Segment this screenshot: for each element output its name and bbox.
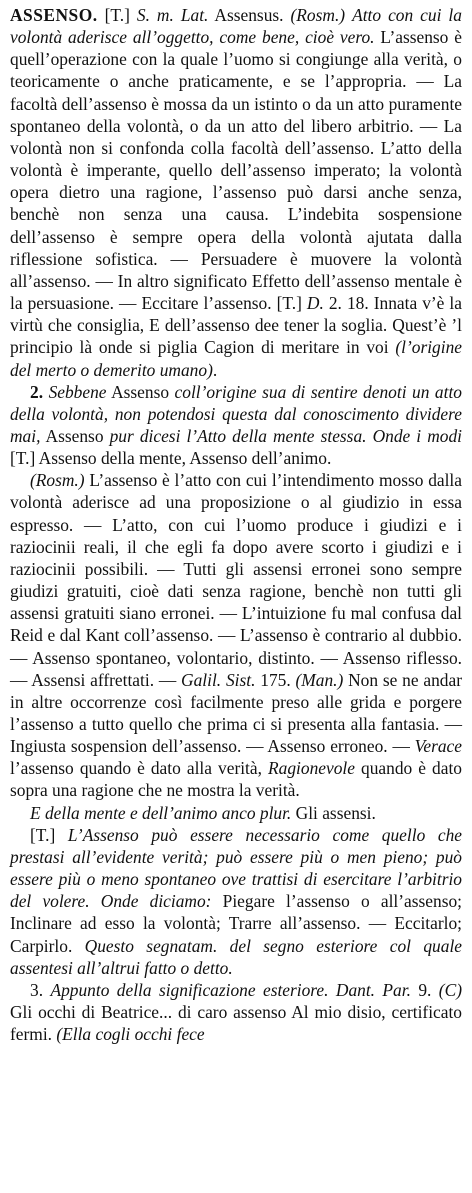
gloss: coll’origine sua di sentire denoti un atto della volontà, non potendosi questa dal conoscimento dividere mai, [10,381,462,446]
entry-assenso-sense-2 [10,381,462,470]
text [174,5,181,25]
sense-number: 2. [30,381,44,402]
gloss: Questo segnatam. del segno esteriore col quale assentesi all’altrui fatto o detto. [10,935,462,978]
source-citation: (Man.) [295,669,344,690]
text: Gli assensi. [291,802,376,823]
term: L’Assenso [67,824,139,845]
body-text: L’assenso è quell’operazione con la quale l’uomo si congiunge alla verità, o teoricamente o anche praticamente, e se l’appropria. — La facoltà dell’assenso è mossa da un istinto o da un atto puramente spontaneo della volontà, o da un atto del libero arbitrio. — La volontà non si confonda colla facoltà dell’assenso. L’atto della volontà è imperante, quello dell’assenso imperato; la volontà opera dietro una ragione, l’assenso può darsi anche senza, benchè non senza una causa. L’indebita sospensione dell’assenso è sempre opera della volontà ajutata dalla riflessione sofistica. — Persuadere è muovere la volontà all’assenso. — In altro significato Effetto dell’assenso mentale è la persuasione. — Eccitare l’assenso. [T.] [10,27,462,314]
text: Assenso [40,425,110,446]
text: [T.] [30,824,68,845]
gloss: può essere necessario come quello che prestasi all’evidente verità; può essere più o men pieno; può essere più o meno spontaneo ove trattisi di esercitare l’arbitrio del volere. Onde diciamo: [10,824,463,912]
gloss: pur dicesi l’Atto della mente stessa. Onde i modi [109,425,462,446]
body-text: L’assenso è l’atto con cui l’intendimento mosso dalla volontà aderisce ad una proposizione o al giudizio in essa espresso. — L’atto, con cui l’uomo produce i giudizi e i raziocinii reali, il che egli fa dopo avere scorto i giudizi e i raziocinii possibili. — Tutti gli assensi erronei sono sempre giudizi gratuiti, cioè dati senza ragione, benchè non tutti gli assensi gratuiti siano erronei. — L’intuizione fu mal confusa dal Reid e dal Kant coll’assenso. — L’assenso è contrario al dubbio. — Assenso spontaneo, volontario, distinto. — Assenso riflesso. — Assensi affrettati. — [10,470,462,690]
source-citation: (Rosm.) [290,5,346,25]
quotation-text: Gli occhi di Beatrice... di caro assenso Al mio disio, certificato fermi. [10,1002,462,1045]
text: l’assenso quando è dato alla verità, [10,758,269,779]
gloss: E della mente e dell’animo anco plur. [30,802,292,823]
quotation-text: 2. 18. Innata v’è la virtù che consiglia, E dell’assenso dee tener la soglia. Quest’è ’l principio là onde si piglia Cagion di meritare in voi [10,293,462,358]
body-text: Piegare l’assenso o all’assenso; Inclinare ad esso la volontà; Trarre all’assenso. — Eccitarlo; Carpirlo. [10,891,463,956]
definition: Atto con cui la volontà aderisce all’oggetto, come bene, cioè vero. [10,5,462,48]
text: quando è dato sopra una ragione che ne mostra la verità. [10,758,462,801]
text: Assensus. [208,5,291,25]
source-citation: (C) [438,979,462,1000]
gloss: Appunto della significazione esteriore. Dant. Par. [50,979,411,1000]
term: Verace [414,736,462,757]
part-of-speech: S. m. [136,5,174,25]
source-citation: D. [306,293,324,314]
entry-assenso-sense-1 [10,4,462,381]
gloss: (l’origine del merto o demerito umano) [10,337,462,380]
sense-number: 3. [30,979,44,1000]
term: Ragionevole [268,758,355,779]
text: [T.] [97,5,137,25]
text: Assenso [106,381,175,402]
entry-assenso-sense-3 [10,979,462,1045]
etymology-lang: Lat. [180,5,209,25]
quotation-text: Non se ne andar in altre occorrenze così facilmente preso alle grida e porgere l’assenso a tutto quello che prima ci si presenta alla fantasia. — Ingiusta sospension dell’assenso. — Assenso erroneo. — [10,669,462,757]
text: . [212,359,218,380]
text: 175. [255,669,296,690]
gloss: (Ella cogli occhi fece [56,1024,205,1045]
text: 9. [410,979,439,1000]
gloss: Sebbene [48,381,107,402]
text: [T.] Assenso della mente, Assenso dell’animo. [10,448,332,469]
headword: ASSENSO. [10,5,98,25]
source-citation: (Rosm.) [30,470,85,491]
source-citation: Galil. Sist. [181,669,256,690]
entry-assenso-tommaseo-note [10,824,462,979]
entry-assenso-plural [10,802,462,824]
entry-assenso-rosm-block [10,469,462,801]
